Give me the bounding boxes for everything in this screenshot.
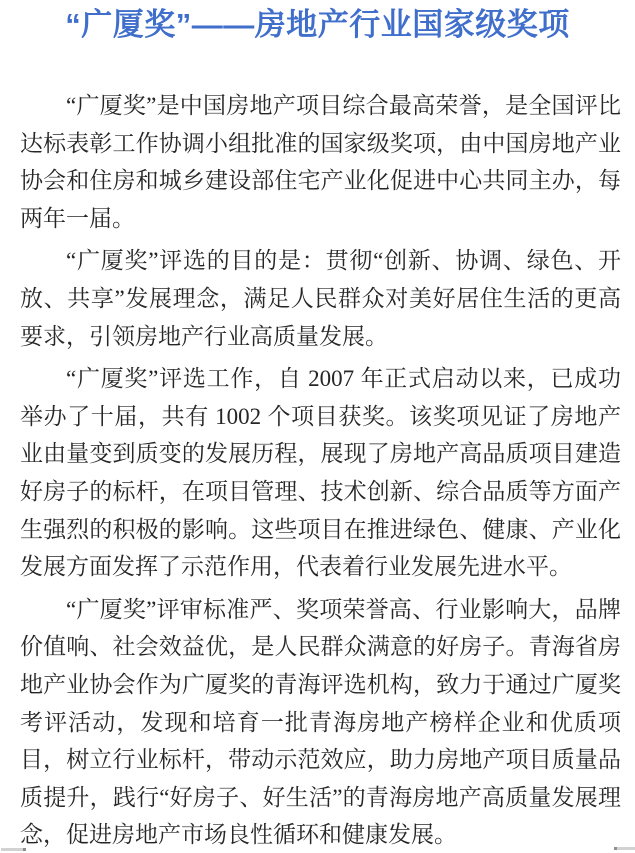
document-title: “广厦奖”——房地产行业国家级奖项: [65, 7, 570, 42]
paragraph-award-impact: “广厦奖”评审标准严、奖项荣誉高、行业影响大，品牌价值响、社会效益优，是人民群众满意的好房子。青海省房地产业协会作为广厦奖的青海评选机构，致力于通过广厦奖考评活动，发现和培育一批青海房地产榜样企业和优质项目，树立行业标杆，带动示范效应，助力房地产项目质量品质提升，践行“好房子、好生活”的青海房地产高质量发展理念，促进房地产市场良性循环和健康发展。: [20, 596, 621, 848]
paragraph-award-history: “广厦奖”评选工作，自 2007 年正式启动以来，已成功举办了十届，共有 1002 个项目获奖。该奖项见证了房地产业由量变到质变的发展历程，展现了房地产高品质项目建造好房子的标杆，在项目管理、技术创新、综合品质等方面产生强烈的积极的影响。这些项目在推进绿色、健康、产业化发展方面发挥了示范作用，代表着行业发展先进水平。: [20, 366, 621, 580]
paragraph-award-intro: “广厦奖”是中国房地产项目综合最高荣誉，是全国评比达标表彰工作协调小组批准的国家级奖项，由中国房地产业协会和住房和城乡建设部住宅产业化促进中心共同主办，每两年一届。: [20, 93, 621, 231]
document-body: [0, 87, 635, 853]
scrollbar-fragment-right[interactable]: [614, 847, 635, 850]
scrollbar-fragment-left[interactable]: [1, 848, 26, 851]
paragraph-award-purpose: “广厦奖”评选的目的是：贯彻“创新、协调、绿色、开放、共享”发展理念，满足人民群众对美好居住生活的更高要求，引领房地产行业高质量发展。: [20, 248, 621, 349]
